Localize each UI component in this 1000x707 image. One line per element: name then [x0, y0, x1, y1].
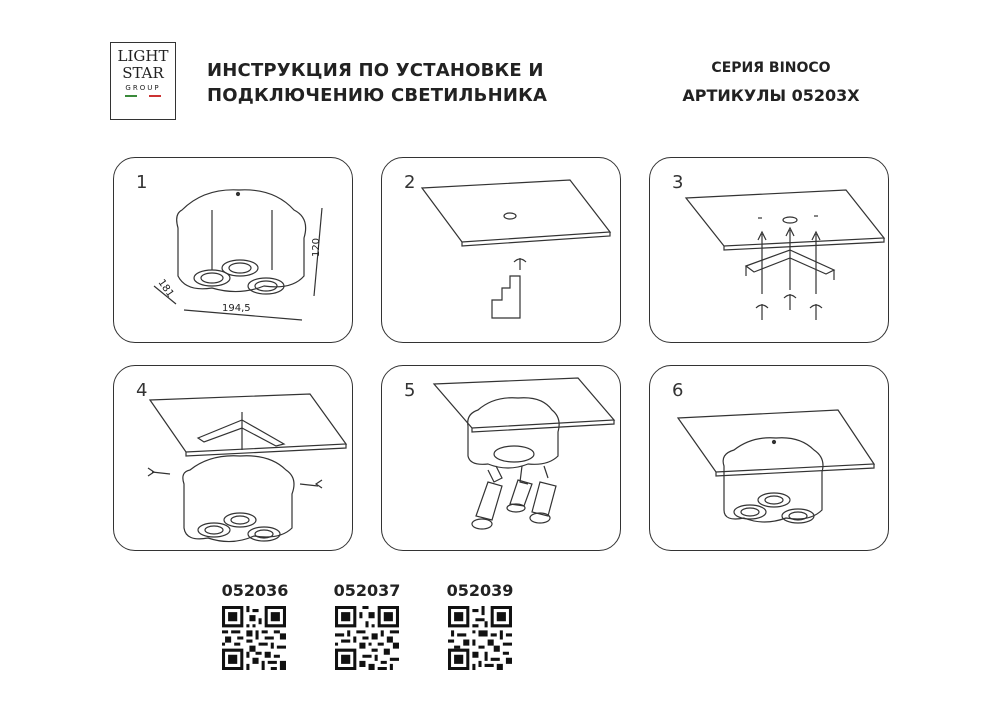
dimension-depth: 181: [155, 277, 176, 300]
dimension-width: 194,5: [222, 303, 251, 314]
logo-text-group: GROUP: [125, 84, 161, 92]
step-panel-4: [113, 365, 353, 551]
ceiling-drilling-illustration: [382, 158, 622, 344]
step-panel-6: [649, 365, 889, 551]
step-number: 5: [404, 380, 416, 401]
step-number: 6: [672, 380, 684, 401]
step-panel-2: [381, 157, 621, 343]
title-line-2: ПОДКЛЮЧЕНИЮ СВЕТИЛЬНИКА: [207, 85, 548, 106]
qr-code-052036[interactable]: [222, 606, 286, 670]
qr-code-052037[interactable]: [335, 606, 399, 670]
article-code: 052036: [221, 581, 289, 600]
step-number: 1: [136, 172, 148, 193]
step-panel-1: [113, 157, 353, 343]
qr-code-052039[interactable]: [448, 606, 512, 670]
brand-logo: [110, 42, 176, 120]
series-label: СЕРИЯ BINOCO: [711, 60, 831, 76]
logo-flag-stripe: [125, 95, 161, 97]
articles-label: АРТИКУЛЫ 05203X: [682, 86, 860, 105]
step-number: 3: [672, 172, 684, 193]
logo-text-star: STAR: [122, 64, 164, 82]
article-code: 052039: [446, 581, 514, 600]
step-number: 4: [136, 380, 148, 401]
title-line-1: ИНСТРУКЦИЯ ПО УСТАНОВКЕ И: [207, 60, 544, 81]
installed-lamp-illustration: [650, 366, 890, 552]
lamp-wiring-illustration: [382, 366, 622, 552]
dimension-height: 120: [311, 237, 323, 258]
article-code: 052037: [333, 581, 401, 600]
step-panel-5: [381, 365, 621, 551]
step-panel-3: [649, 157, 889, 343]
bracket-mounting-illustration: [650, 158, 890, 344]
step-number: 2: [404, 172, 416, 193]
lamp-attaching-illustration: [114, 366, 354, 552]
document-title: [207, 58, 547, 108]
logo-text-light: LIGHT: [117, 47, 169, 65]
